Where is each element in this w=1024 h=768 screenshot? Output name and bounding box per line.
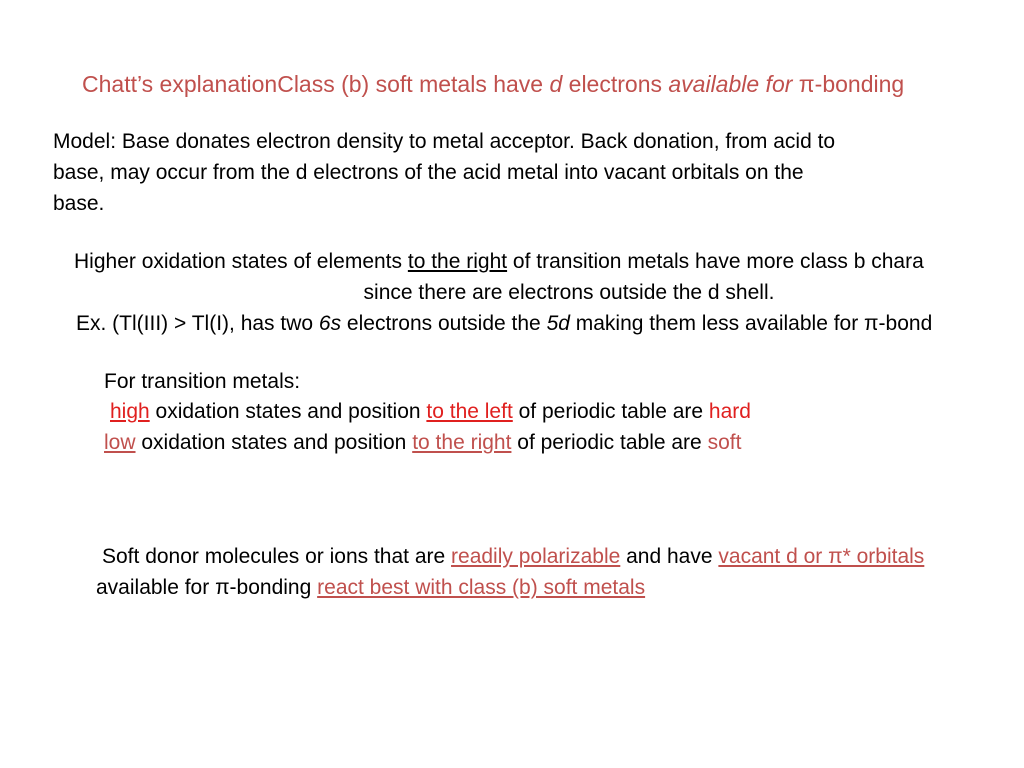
high-mid: oxidation states and position <box>149 400 427 423</box>
model-line-2: base, may occur from the d electrons of the acid metal into vacant orbitals on the <box>53 161 804 184</box>
vacant-orbitals: vacant d or π* orbitals <box>718 545 925 568</box>
title-part3: -bonding <box>814 71 905 97</box>
higher-line-2: since there are electrons outside the d shell. <box>363 281 775 304</box>
higher-right-underline: to the right <box>407 250 508 273</box>
model-line-3: base. <box>53 192 105 215</box>
soft-donor-line-1 <box>102 541 924 572</box>
soft-line2-pre: available for π-bonding <box>96 576 318 599</box>
transition-high-line <box>110 396 751 427</box>
ex-6s: 6s <box>318 312 342 335</box>
soft-pre: Soft donor molecules or ions that are <box>102 545 452 568</box>
title-available: available for <box>668 71 799 97</box>
low-word: low <box>104 431 136 454</box>
ex-pre: Ex. (Tl(III) > Tl(I), has two <box>76 312 319 335</box>
transition-heading: For transition metals: <box>104 370 301 393</box>
title-pi: π <box>798 71 815 97</box>
example-line <box>76 308 932 339</box>
model-line-1: Model: Base donates electron density to metal acceptor. Back donation, from acid to <box>53 130 836 153</box>
ex-post: making them less available for π-bond <box>569 312 933 335</box>
to-the-left: to the left <box>426 400 513 423</box>
transition-low-line <box>104 427 741 458</box>
higher-line-1 <box>74 246 924 277</box>
soft-donor-line-2 <box>96 572 645 603</box>
soft-word: soft <box>707 431 742 454</box>
ex-mid: electrons outside the <box>341 312 547 335</box>
title-part2: electrons <box>562 71 669 97</box>
to-the-right: to the right <box>412 431 512 454</box>
high-post: of periodic table are <box>512 400 709 423</box>
low-mid: oxidation states and position <box>135 431 413 454</box>
slide-title <box>82 67 904 101</box>
title-part1: Chatt’s explanationClass (b) soft metals have <box>82 71 550 97</box>
react-best: react best with class (b) soft metals <box>317 576 646 599</box>
high-word: high <box>110 400 150 423</box>
low-post: of periodic table are <box>511 431 708 454</box>
ex-5d: 5d <box>546 312 570 335</box>
readily-polarizable: readily polarizable <box>451 545 621 568</box>
hard-word: hard <box>708 400 751 423</box>
higher-pre: Higher oxidation states of elements <box>74 250 408 273</box>
higher-post: of transition metals have more class b chara <box>507 250 924 273</box>
title-d: d <box>549 71 563 97</box>
soft-mid: and have <box>620 545 719 568</box>
